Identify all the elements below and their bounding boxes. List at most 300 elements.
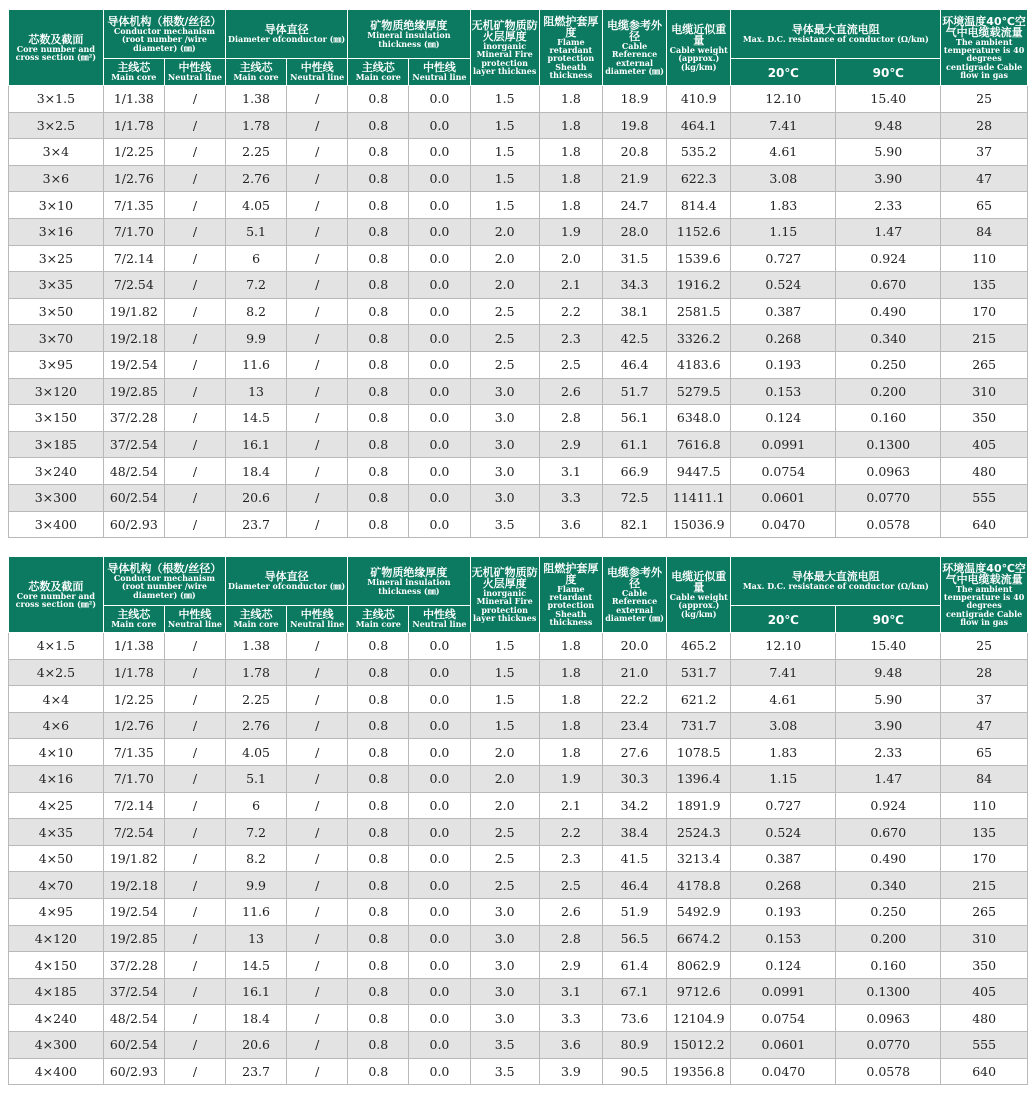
- cell-mechanism-neutral: /: [164, 766, 225, 793]
- header-mechanism-neutral: [164, 606, 225, 633]
- cell-mechanism-neutral: /: [164, 1005, 225, 1032]
- cell-core-cross-section: 4×240: [9, 1005, 104, 1032]
- cell-core-cross-section: 4×6: [9, 712, 104, 739]
- cell-sheath: 1.8: [539, 139, 602, 166]
- cell-mechanism-main: 19/2.85: [103, 925, 164, 952]
- cell-resistance-90: 15.40: [836, 86, 941, 113]
- cell-sheath: 3.6: [539, 1032, 602, 1059]
- cell-external-diameter: 82.1: [602, 511, 666, 538]
- table-row: [9, 218, 1028, 245]
- cell-insulation-main: 0.8: [348, 686, 409, 713]
- header-ext-diameter-zh: 电缆参考外径: [607, 18, 663, 43]
- cell-insulation-main: 0.8: [348, 739, 409, 766]
- cell-diameter-main: 11.6: [226, 899, 287, 926]
- cell-weight: 731.7: [667, 712, 731, 739]
- cell-insulation-neutral: 0.0: [409, 431, 470, 458]
- cell-mechanism-neutral: /: [164, 218, 225, 245]
- cell-external-diameter: 41.5: [602, 845, 666, 872]
- cell-fire-layer: 2.5: [470, 351, 539, 378]
- cell-weight: 2524.3: [667, 819, 731, 846]
- cell-sheath: 2.2: [539, 298, 602, 325]
- cell-resistance-20: 0.153: [731, 378, 836, 405]
- cell-external-diameter: 23.4: [602, 712, 666, 739]
- cell-external-diameter: 21.9: [602, 165, 666, 192]
- cell-insulation-neutral: 0.0: [409, 978, 470, 1005]
- header-resistance-en: Max. D.C. resistance of conductor (Ω/km): [742, 34, 929, 45]
- neutral-zh: 中性线: [422, 608, 456, 622]
- cell-mechanism-neutral: /: [164, 511, 225, 538]
- cell-weight: 9712.6: [667, 978, 731, 1005]
- cell-insulation-main: 0.8: [348, 792, 409, 819]
- cell-insulation-main: 0.8: [348, 952, 409, 979]
- header-core-cross-section: [9, 557, 104, 633]
- cell-diameter-main: 23.7: [226, 511, 287, 538]
- cell-diameter-neutral: /: [287, 845, 348, 872]
- header-ext-diameter-en: Cable Reference external diameter (㎜): [605, 40, 664, 76]
- table-row: [9, 458, 1028, 485]
- main-core-zh: 主线芯: [239, 61, 273, 75]
- header-cable-flow: [941, 10, 1028, 86]
- cell-weight: 15012.2: [667, 1032, 731, 1059]
- neutral-zh: 中性线: [178, 61, 212, 75]
- temp-20-label: 20℃: [767, 66, 799, 80]
- cell-external-diameter: 19.8: [602, 112, 666, 139]
- cell-diameter-main: 7.2: [226, 272, 287, 299]
- cell-diameter-main: 4.05: [226, 192, 287, 219]
- cell-weight: 1152.6: [667, 218, 731, 245]
- cell-diameter-main: 11.6: [226, 351, 287, 378]
- cell-mechanism-main: 1/2.25: [103, 139, 164, 166]
- cell-weight: 465.2: [667, 633, 731, 660]
- cell-insulation-main: 0.8: [348, 192, 409, 219]
- cell-external-diameter: 67.1: [602, 978, 666, 1005]
- header-diameter-main-core: [226, 59, 287, 86]
- spec-document: [8, 9, 1028, 1085]
- cell-external-diameter: 56.1: [602, 405, 666, 432]
- cell-cable-flow: 480: [941, 1005, 1028, 1032]
- header-resistance-zh: 导体最大直流电阻: [791, 570, 880, 584]
- cell-diameter-main: 18.4: [226, 1005, 287, 1032]
- neutral-en: Neutral line: [412, 72, 467, 83]
- table-row: [9, 1005, 1028, 1032]
- cell-diameter-neutral: /: [287, 739, 348, 766]
- cell-diameter-neutral: /: [287, 899, 348, 926]
- cell-insulation-main: 0.8: [348, 218, 409, 245]
- cell-external-diameter: 51.7: [602, 378, 666, 405]
- four-core-spec-table: [8, 556, 1028, 1085]
- cell-external-diameter: 31.5: [602, 245, 666, 272]
- cell-resistance-90: 0.200: [836, 378, 941, 405]
- cell-mechanism-neutral: /: [164, 298, 225, 325]
- cell-external-diameter: 66.9: [602, 458, 666, 485]
- cell-insulation-neutral: 0.0: [409, 192, 470, 219]
- cell-fire-layer: 2.5: [470, 819, 539, 846]
- cell-fire-layer: 3.0: [470, 1005, 539, 1032]
- header-external-diameter: [602, 10, 666, 86]
- header-diameter-neutral: [287, 59, 348, 86]
- cell-mechanism-main: 60/2.54: [103, 1032, 164, 1059]
- cell-weight: 1891.9: [667, 792, 731, 819]
- header-diameter-zh: 导体直径: [264, 23, 309, 37]
- cell-resistance-90: 0.250: [836, 899, 941, 926]
- cell-fire-layer: 3.0: [470, 378, 539, 405]
- cell-fire-layer: 2.0: [470, 766, 539, 793]
- cell-insulation-main: 0.8: [348, 484, 409, 511]
- cell-mechanism-main: 48/2.54: [103, 458, 164, 485]
- table-row: [9, 925, 1028, 952]
- header-flow-zh: 环境温度40℃空气中电缆载流量: [942, 561, 1026, 586]
- cell-sheath: 2.2: [539, 819, 602, 846]
- cell-mechanism-neutral: /: [164, 872, 225, 899]
- header-sheath: [539, 10, 602, 86]
- cell-insulation-main: 0.8: [348, 925, 409, 952]
- cell-diameter-neutral: /: [287, 511, 348, 538]
- temp-90-label: 90℃: [872, 613, 904, 628]
- cell-mechanism-neutral: /: [164, 1058, 225, 1085]
- cell-resistance-90: 0.670: [836, 272, 941, 299]
- cell-core-cross-section: 3×16: [9, 218, 104, 245]
- cell-mechanism-main: 7/1.35: [103, 739, 164, 766]
- cell-mechanism-neutral: /: [164, 978, 225, 1005]
- cell-diameter-neutral: /: [287, 378, 348, 405]
- cell-diameter-main: 8.2: [226, 845, 287, 872]
- cell-resistance-90: 0.924: [836, 792, 941, 819]
- cell-weight: 1916.2: [667, 272, 731, 299]
- cell-sheath: 2.8: [539, 925, 602, 952]
- cell-core-cross-section: 4×1.5: [9, 633, 104, 660]
- cell-core-cross-section: 3×240: [9, 458, 104, 485]
- header-diameter-en: Diameter ofconductor (㎜): [228, 581, 346, 592]
- cell-resistance-20: 0.193: [731, 899, 836, 926]
- cell-insulation-neutral: 0.0: [409, 659, 470, 686]
- cell-mechanism-neutral: /: [164, 139, 225, 166]
- cell-resistance-20: 0.153: [731, 925, 836, 952]
- cell-core-cross-section: 4×150: [9, 952, 104, 979]
- cell-diameter-main: 14.5: [226, 952, 287, 979]
- cell-fire-layer: 3.5: [470, 1032, 539, 1059]
- header-core-cross-section: [9, 10, 104, 86]
- cell-resistance-20: 1.15: [731, 218, 836, 245]
- cell-external-diameter: 34.2: [602, 792, 666, 819]
- table-row: [9, 872, 1028, 899]
- cell-insulation-neutral: 0.0: [409, 165, 470, 192]
- header-conductor-mechanism-zh: 导体机构（根数/丝径）: [107, 562, 222, 575]
- cell-diameter-main: 1.78: [226, 659, 287, 686]
- cell-core-cross-section: 3×70: [9, 325, 104, 352]
- cell-mechanism-main: 48/2.54: [103, 1005, 164, 1032]
- cell-resistance-20: 0.0754: [731, 1005, 836, 1032]
- cell-mechanism-main: 19/1.82: [103, 845, 164, 872]
- cell-fire-layer: 2.0: [470, 792, 539, 819]
- cell-fire-layer: 3.0: [470, 405, 539, 432]
- header-insulation-main-core: [348, 606, 409, 633]
- header-resistance: [731, 557, 941, 606]
- cell-sheath: 3.3: [539, 1005, 602, 1032]
- cell-diameter-neutral: /: [287, 86, 348, 113]
- cell-insulation-main: 0.8: [348, 978, 409, 1005]
- cell-weight: 622.3: [667, 165, 731, 192]
- table-row: [9, 978, 1028, 1005]
- cell-core-cross-section: 4×25: [9, 792, 104, 819]
- cell-diameter-neutral: /: [287, 1058, 348, 1085]
- header-weight-zh: 电缆近似重量: [671, 22, 727, 47]
- cell-insulation-neutral: 0.0: [409, 511, 470, 538]
- cell-core-cross-section: 4×95: [9, 899, 104, 926]
- table-row: [9, 845, 1028, 872]
- cell-sheath: 1.8: [539, 165, 602, 192]
- neutral-en: Neutral line: [290, 72, 345, 83]
- cell-resistance-20: 0.387: [731, 845, 836, 872]
- main-core-en: Main core: [355, 619, 401, 630]
- cell-diameter-neutral: /: [287, 325, 348, 352]
- cell-resistance-90: 0.490: [836, 845, 941, 872]
- cell-cable-flow: 84: [941, 766, 1028, 793]
- cell-mechanism-neutral: /: [164, 245, 225, 272]
- cell-weight: 4183.6: [667, 351, 731, 378]
- neutral-en: Neutral line: [167, 72, 222, 83]
- cell-cable-flow: 110: [941, 792, 1028, 819]
- cell-mechanism-neutral: /: [164, 86, 225, 113]
- cell-resistance-20: 0.387: [731, 298, 836, 325]
- cell-diameter-neutral: /: [287, 272, 348, 299]
- cell-sheath: 1.8: [539, 659, 602, 686]
- header-mechanism-main-core: [103, 59, 164, 86]
- cell-cable-flow: 135: [941, 272, 1028, 299]
- cell-insulation-main: 0.8: [348, 819, 409, 846]
- cell-weight: 464.1: [667, 112, 731, 139]
- table-row: [9, 633, 1028, 660]
- cell-fire-layer: 3.0: [470, 431, 539, 458]
- cell-cable-flow: 37: [941, 686, 1028, 713]
- cell-insulation-neutral: 0.0: [409, 272, 470, 299]
- cell-resistance-90: 0.490: [836, 298, 941, 325]
- cell-cable-flow: 215: [941, 325, 1028, 352]
- cell-fire-layer: 1.5: [470, 192, 539, 219]
- header-temp-20: [731, 606, 836, 633]
- cell-diameter-main: 20.6: [226, 1032, 287, 1059]
- cell-resistance-90: 0.670: [836, 819, 941, 846]
- cell-insulation-main: 0.8: [348, 165, 409, 192]
- cell-resistance-20: 3.08: [731, 712, 836, 739]
- cell-diameter-main: 14.5: [226, 405, 287, 432]
- cell-insulation-neutral: 0.0: [409, 792, 470, 819]
- cell-external-diameter: 20.8: [602, 139, 666, 166]
- table-row: [9, 405, 1028, 432]
- cell-core-cross-section: 3×1.5: [9, 86, 104, 113]
- cell-sheath: 1.8: [539, 712, 602, 739]
- cell-weight: 3213.4: [667, 845, 731, 872]
- cell-mechanism-neutral: /: [164, 659, 225, 686]
- cell-diameter-main: 23.7: [226, 1058, 287, 1085]
- cell-weight: 9447.5: [667, 458, 731, 485]
- cell-sheath: 2.5: [539, 351, 602, 378]
- cell-resistance-90: 1.47: [836, 766, 941, 793]
- cell-sheath: 1.8: [539, 192, 602, 219]
- header-fire-layer-en: inorganic Mineral Fire protection layer thicknes: [472, 40, 537, 76]
- cell-external-diameter: 24.7: [602, 192, 666, 219]
- cell-resistance-20: 4.61: [731, 686, 836, 713]
- cell-mechanism-main: 60/2.54: [103, 484, 164, 511]
- cell-sheath: 1.8: [539, 633, 602, 660]
- cell-insulation-neutral: 0.0: [409, 899, 470, 926]
- header-cable-flow: [941, 557, 1028, 633]
- cell-resistance-20: 0.727: [731, 245, 836, 272]
- header-weight-en: Cable weight (approx.) (kg/km): [669, 592, 728, 619]
- cell-cable-flow: 47: [941, 712, 1028, 739]
- cell-resistance-20: 0.0754: [731, 458, 836, 485]
- cell-mechanism-main: 7/2.54: [103, 819, 164, 846]
- cell-mechanism-main: 1/1.78: [103, 112, 164, 139]
- header-conductor-mechanism-en: Conductor mechanism (root number /wire diameter) (㎜): [113, 573, 215, 600]
- cell-diameter-neutral: /: [287, 298, 348, 325]
- cell-external-diameter: 51.9: [602, 899, 666, 926]
- cell-fire-layer: 3.0: [470, 899, 539, 926]
- cell-cable-flow: 25: [941, 633, 1028, 660]
- cell-external-diameter: 27.6: [602, 739, 666, 766]
- cell-insulation-main: 0.8: [348, 1058, 409, 1085]
- cell-sheath: 1.9: [539, 218, 602, 245]
- cell-resistance-20: 0.0470: [731, 1058, 836, 1085]
- cell-mechanism-main: 1/2.76: [103, 165, 164, 192]
- cell-diameter-main: 2.76: [226, 165, 287, 192]
- cell-cable-flow: 640: [941, 1058, 1028, 1085]
- cell-fire-layer: 1.5: [470, 686, 539, 713]
- cell-mechanism-main: 1/2.76: [103, 712, 164, 739]
- header-ext-diameter-zh: 电缆参考外径: [607, 565, 663, 590]
- cell-resistance-90: 5.90: [836, 686, 941, 713]
- cell-sheath: 3.6: [539, 511, 602, 538]
- cell-mechanism-neutral: /: [164, 165, 225, 192]
- header-insulation-neutral: [409, 606, 470, 633]
- cell-resistance-90: 0.0963: [836, 1005, 941, 1032]
- header-insulation-neutral: [409, 59, 470, 86]
- cell-resistance-90: 0.250: [836, 351, 941, 378]
- cell-mechanism-main: 7/1.70: [103, 218, 164, 245]
- cell-mechanism-neutral: /: [164, 819, 225, 846]
- main-core-en: Main core: [111, 619, 157, 630]
- cell-sheath: 1.9: [539, 766, 602, 793]
- table-row: [9, 1032, 1028, 1059]
- cell-diameter-neutral: /: [287, 1032, 348, 1059]
- cell-weight: 7616.8: [667, 431, 731, 458]
- header-fire-layer-zh: 无机矿物质防火层厚度: [471, 565, 538, 590]
- cell-cable-flow: 480: [941, 458, 1028, 485]
- cell-external-diameter: 61.1: [602, 431, 666, 458]
- cell-diameter-main: 13: [226, 925, 287, 952]
- cell-diameter-main: 2.76: [226, 712, 287, 739]
- header-sheath-zh: 阻燃护套厚度: [543, 14, 599, 39]
- cell-sheath: 2.3: [539, 845, 602, 872]
- cell-external-diameter: 72.5: [602, 484, 666, 511]
- table-row: [9, 298, 1028, 325]
- header-insulation-main-core: [348, 59, 409, 86]
- neutral-zh: 中性线: [300, 61, 334, 75]
- cell-insulation-main: 0.8: [348, 245, 409, 272]
- cell-external-diameter: 30.3: [602, 766, 666, 793]
- cell-cable-flow: 170: [941, 845, 1028, 872]
- cell-resistance-20: 4.61: [731, 139, 836, 166]
- cell-insulation-main: 0.8: [348, 1032, 409, 1059]
- cell-mechanism-neutral: /: [164, 351, 225, 378]
- cell-fire-layer: 2.0: [470, 245, 539, 272]
- cell-mechanism-neutral: /: [164, 686, 225, 713]
- cell-core-cross-section: 3×35: [9, 272, 104, 299]
- cell-weight: 19356.8: [667, 1058, 731, 1085]
- table-row: [9, 511, 1028, 538]
- cell-weight: 5279.5: [667, 378, 731, 405]
- cell-weight: 6674.2: [667, 925, 731, 952]
- cell-fire-layer: 2.5: [470, 845, 539, 872]
- cell-weight: 11411.1: [667, 484, 731, 511]
- cell-insulation-neutral: 0.0: [409, 325, 470, 352]
- cell-diameter-main: 2.25: [226, 686, 287, 713]
- cell-cable-flow: 310: [941, 925, 1028, 952]
- cell-core-cross-section: 4×120: [9, 925, 104, 952]
- cell-cable-flow: 405: [941, 431, 1028, 458]
- cell-diameter-neutral: /: [287, 458, 348, 485]
- neutral-zh: 中性线: [422, 61, 456, 75]
- cell-mechanism-neutral: /: [164, 458, 225, 485]
- cell-resistance-20: 0.524: [731, 272, 836, 299]
- cell-cable-flow: 25: [941, 86, 1028, 113]
- header-external-diameter: [602, 557, 666, 633]
- cell-sheath: 1.8: [539, 686, 602, 713]
- cell-external-diameter: 90.5: [602, 1058, 666, 1085]
- cell-sheath: 2.0: [539, 245, 602, 272]
- cell-diameter-main: 6: [226, 245, 287, 272]
- cell-weight: 1396.4: [667, 766, 731, 793]
- cell-core-cross-section: 3×25: [9, 245, 104, 272]
- cell-mechanism-main: 19/1.82: [103, 298, 164, 325]
- cell-diameter-main: 16.1: [226, 978, 287, 1005]
- cell-diameter-neutral: /: [287, 1005, 348, 1032]
- cell-diameter-main: 16.1: [226, 431, 287, 458]
- cell-external-diameter: 20.0: [602, 633, 666, 660]
- cell-diameter-neutral: /: [287, 952, 348, 979]
- cell-fire-layer: 3.5: [470, 511, 539, 538]
- cell-diameter-neutral: /: [287, 792, 348, 819]
- cell-insulation-main: 0.8: [348, 712, 409, 739]
- cell-mechanism-main: 19/2.85: [103, 378, 164, 405]
- cell-fire-layer: 2.0: [470, 218, 539, 245]
- header-conductor-mechanism: [103, 557, 225, 606]
- main-core-zh: 主线芯: [239, 608, 273, 622]
- cell-insulation-main: 0.8: [348, 872, 409, 899]
- neutral-zh: 中性线: [178, 608, 212, 622]
- table-row: [9, 686, 1028, 713]
- cell-sheath: 3.9: [539, 1058, 602, 1085]
- cell-insulation-main: 0.8: [348, 899, 409, 926]
- header-mineral-zh: 矿物质绝缘厚度: [370, 19, 448, 33]
- cell-resistance-20: 12.10: [731, 86, 836, 113]
- cell-diameter-neutral: /: [287, 351, 348, 378]
- cell-core-cross-section: 4×2.5: [9, 659, 104, 686]
- cell-insulation-main: 0.8: [348, 272, 409, 299]
- cell-weight: 4178.8: [667, 872, 731, 899]
- cell-weight: 1539.6: [667, 245, 731, 272]
- cell-resistance-90: 0.340: [836, 872, 941, 899]
- cell-resistance-20: 7.41: [731, 659, 836, 686]
- cell-external-diameter: 46.4: [602, 351, 666, 378]
- cell-mechanism-neutral: /: [164, 378, 225, 405]
- cell-resistance-90: 0.160: [836, 405, 941, 432]
- neutral-zh: 中性线: [300, 608, 334, 622]
- cell-weight: 531.7: [667, 659, 731, 686]
- cell-resistance-20: 0.0991: [731, 978, 836, 1005]
- neutral-en: Neutral line: [412, 619, 467, 630]
- main-core-zh: 主线芯: [361, 61, 395, 75]
- cell-fire-layer: 3.0: [470, 484, 539, 511]
